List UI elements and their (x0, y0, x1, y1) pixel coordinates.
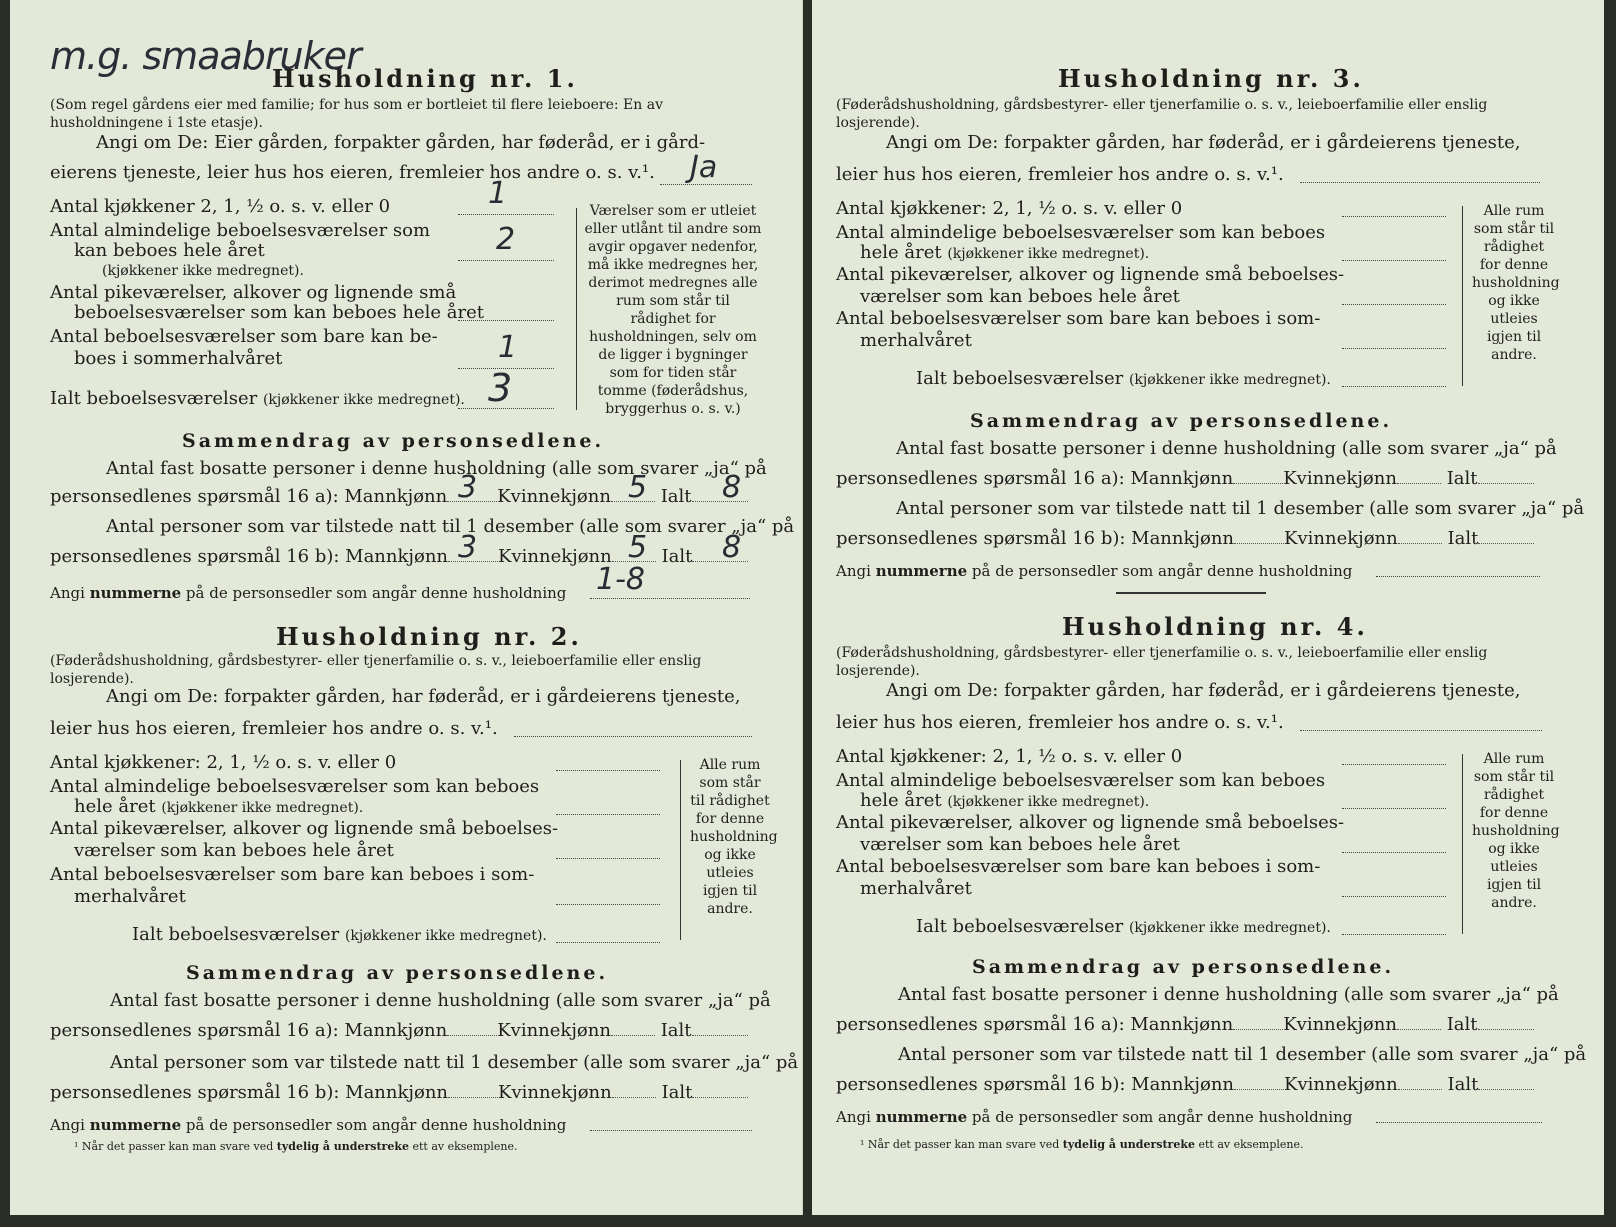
h3-kjokkener-field[interactable] (1342, 202, 1446, 217)
h4-ialt-label (916, 916, 1331, 938)
h2-sommer-label2: merhalvåret (74, 886, 186, 907)
h3-alm-main: hele året (860, 242, 942, 263)
h3-alm-label1: Antal almindelige beboelsesværelser som kan beboes (836, 222, 1326, 243)
h4-natt-k-field[interactable] (1398, 1089, 1442, 1090)
h3-sommer-field[interactable] (1342, 334, 1446, 349)
right-footnote-bold: tydelig å understreke (1062, 1138, 1195, 1151)
h2-angi-line2: leier hus hos eieren, fremleier hos andre o. s. v.¹. (50, 718, 498, 739)
h4-sommer-label2: merhalvåret (860, 878, 972, 899)
right-footnote-post: ett av eksemplene. (1198, 1138, 1304, 1151)
h2-sommer-label1: Antal beboelsesværelser som bare kan beboes i som- (50, 864, 535, 885)
h3-sommer-label1: Antal beboelsesværelser som bare kan beboes i som- (836, 308, 1321, 329)
h3-nummer-field[interactable] (1376, 562, 1540, 577)
h3-alm-label2 (860, 242, 1149, 264)
h4-brace (1462, 754, 1463, 934)
h4-natt-line2 (836, 1074, 1534, 1096)
h1-natt-label: personsedlenes spørsmål 16 b): Mannkjønn (50, 546, 449, 567)
h1-fast-label: personsedlenes spørsmål 16 a): Mannkjønn (50, 486, 448, 507)
h4-sommer-field[interactable] (1342, 882, 1446, 897)
h2-ialt-main: Ialt beboelsesværelser (132, 924, 340, 945)
h3-side-note: Alle rum som står til rådighet for denne husholdning og ikke utleies igjen til andre. (1472, 203, 1560, 363)
h1-fast-kvinne: Kvinnekjønn (497, 486, 611, 507)
h3-sommer-label2: merhalvåret (860, 330, 972, 351)
h2-nummer-bold: nummerne (89, 1116, 182, 1134)
h4-natt-m-field[interactable] (1234, 1089, 1284, 1090)
h3-natt-line1: Antal personer som var tilstede natt til 1 desember (alle som svarer „ja“ på (896, 498, 1585, 519)
h4-alm-field[interactable] (1342, 794, 1446, 809)
h2-side-note: Alle rum som står til rådighet for denne husholdning og ikke utleies igjen til andre. (690, 757, 778, 917)
h2-title: Husholdning nr. 2. (276, 622, 582, 651)
h2-ialt-field[interactable] (556, 928, 660, 943)
h4-nummer-field[interactable] (1376, 1108, 1542, 1123)
h1-alm-val: 2 (496, 222, 516, 257)
h1-pike-label1: Antal pikeværelser, alkover og lignende små (50, 282, 457, 303)
left-page (10, 0, 803, 1215)
h1-natt-i: 8 (722, 530, 742, 565)
right-footnote-pre: ¹ Når det passer kan man svare ved (860, 1138, 1060, 1151)
h1-nummer-bold: nummerne (89, 584, 182, 602)
h3-natt-ialt: Ialt (1447, 528, 1479, 549)
h2-angi-field[interactable] (514, 722, 752, 737)
h2-ialt-small: (kjøkkener ikke medregnet). (344, 928, 547, 944)
h2-natt-m-field[interactable] (448, 1097, 498, 1098)
h4-natt-label: personsedlenes spørsmål 16 b): Mannkjønn (836, 1074, 1235, 1095)
h4-angi-field[interactable] (1300, 716, 1542, 731)
h2-alm-small: (kjøkkener ikke medregnet). (161, 800, 364, 816)
h1-ialt-small: (kjøkkener ikke medregnet). (262, 392, 465, 408)
separator-rule (1116, 592, 1266, 594)
h3-angi-field[interactable] (1300, 168, 1540, 183)
h2-fast-k-field[interactable] (611, 1035, 655, 1036)
h4-alm-label2 (860, 790, 1149, 812)
right-footnote (860, 1138, 1304, 1151)
h2-nummer-line (50, 1116, 566, 1134)
h2-angi-line1: Angi om De: forpakter gården, har føderåd, er i gårdeierens tjeneste, (106, 686, 741, 707)
h1-fast-k: 5 (628, 470, 648, 505)
h3-natt-m-field[interactable] (1234, 543, 1284, 544)
h4-sommer-label1: Antal beboelsesværelser som bare kan beboes i som- (836, 856, 1321, 877)
h4-angi-line2: leier hus hos eieren, fremleier hos andre o. s. v.¹. (836, 712, 1284, 733)
h3-natt-k-field[interactable] (1398, 543, 1442, 544)
h1-kjokkener-label: Antal kjøkkener 2, 1, ½ o. s. v. eller 0 (50, 196, 391, 217)
h1-fast-ialt: Ialt (660, 486, 692, 507)
h4-title: Husholdning nr. 4. (1062, 612, 1368, 641)
h3-ialt-field[interactable] (1342, 372, 1446, 387)
h1-natt-k: 5 (628, 530, 648, 565)
h1-angi-line1: Angi om De: Eier gården, forpakter gården, har føderåd, er i gård- (96, 132, 706, 153)
h4-angi-line1: Angi om De: forpakter gården, har føderåd, er i gårdeierens tjeneste, (886, 680, 1521, 701)
h1-nummer-line (50, 584, 566, 602)
left-footnote-bold: tydelig å understreke (276, 1140, 409, 1153)
h4-sum-title: Sammendrag av personsedlene. (972, 956, 1395, 978)
h4-natt-kvinne: Kvinnekjønn (1284, 1074, 1398, 1095)
h4-natt-ialt: Ialt (1447, 1074, 1479, 1095)
h3-nummer-bold: nummerne (875, 562, 968, 580)
h3-ialt-small: (kjøkkener ikke medregnet). (1128, 372, 1331, 388)
h3-nummer-pre: Angi (836, 562, 871, 580)
h3-alm-field[interactable] (1342, 246, 1446, 261)
h1-nummer-pre: Angi (50, 584, 85, 602)
handwritten-note: m.g. smaabruker (50, 34, 361, 78)
h4-fast-line1: Antal fast bosatte personer i denne husholdning (alle som svarer „ja“ på (898, 984, 1559, 1005)
h2-fast-line2 (50, 1020, 748, 1042)
h4-fast-ialt: Ialt (1446, 1014, 1478, 1035)
h2-pike-field[interactable] (556, 844, 660, 859)
h3-kjokkener-label: Antal kjøkkener: 2, 1, ½ o. s. v. eller 0 (836, 198, 1183, 219)
h3-fast-line1: Antal fast bosatte personer i denne husholdning (alle som svarer „ja“ på (896, 438, 1557, 459)
h1-ialt-main: Ialt beboelsesværelser (50, 388, 258, 409)
h4-fast-line2 (836, 1014, 1534, 1036)
h1-note: (Som regel gårdens eier med familie; for hus som er bortleiet til flere leieboere: En av husholdningene i 1ste etasje). (50, 97, 663, 131)
h2-fast-label: personsedlenes spørsmål 16 a): Mannkjønn (50, 1020, 448, 1041)
h2-ialt-label (132, 924, 547, 946)
h1-alm-label2: kan beboes hele året (74, 240, 265, 261)
h2-pike-label2: værelser som kan beboes hele året (74, 840, 394, 861)
h3-pike-label1: Antal pikeværelser, alkover og lignende små beboelses- (836, 264, 1345, 285)
h1-sommer-label1: Antal beboelsesværelser som bare kan be- (50, 326, 438, 347)
h3-pike-label2: værelser som kan beboes hele året (860, 286, 1180, 307)
h3-sum-title: Sammendrag av personsedlene. (970, 410, 1393, 432)
h2-alm-main: hele året (74, 796, 156, 817)
h1-ialt-val: 3 (488, 366, 513, 410)
h1-sommer-val: 1 (498, 330, 518, 365)
h1-angi-answer: Ja (690, 150, 718, 185)
h4-pike-label1: Antal pikeværelser, alkover og lignende små beboelses- (836, 812, 1345, 833)
h2-natt-line2 (50, 1082, 748, 1104)
left-footnote (74, 1140, 518, 1153)
h1-angi-line2: eierens tjeneste, leier hus hos eieren, fremleier hos andre o. s. v.¹. (50, 162, 655, 183)
h3-angi-line1: Angi om De: forpakter gården, har føderåd, er i gårdeierens tjeneste, (886, 132, 1521, 153)
h4-nummer-bold: nummerne (875, 1108, 968, 1126)
h2-nummer-post: på de personsedler som angår denne husholdning (185, 1116, 567, 1134)
h3-note: (Føderådshusholdning, gårdsbestyrer- eller tjenerfamilie o. s. v., leieboerfamilie eller enslig losjerende). (836, 97, 1488, 131)
h1-fast-i: 8 (722, 470, 742, 505)
h3-fast-line2 (836, 468, 1534, 490)
h4-ialt-main: Ialt beboelsesværelser (916, 916, 1124, 937)
h4-natt-line1: Antal personer som var tilstede natt til 1 desember (alle som svarer „ja“ på (898, 1044, 1587, 1065)
h4-fast-m-field[interactable] (1233, 1029, 1283, 1030)
h2-sommer-field[interactable] (556, 890, 660, 905)
h2-natt-kvinne: Kvinnekjønn (498, 1082, 612, 1103)
h2-fast-ialt: Ialt (660, 1020, 692, 1041)
h1-kjokkener-val: 1 (488, 176, 508, 211)
h1-ialt-label (50, 388, 465, 410)
h4-kjokkener-field[interactable] (1342, 750, 1446, 765)
h1-natt-kvinne: Kvinnekjønn (498, 546, 612, 567)
h2-brace (680, 760, 681, 940)
h1-brace (576, 208, 577, 410)
h1-pike-label2: beboelsesværelser som kan beboes hele året (74, 302, 484, 323)
h2-nummer-field[interactable] (590, 1116, 752, 1131)
h3-ialt-label (916, 368, 1331, 390)
h4-nummer-pre: Angi (836, 1108, 871, 1126)
h2-pike-label1: Antal pikeværelser, alkover og lignende små beboelses- (50, 818, 559, 839)
h4-nummer-post: på de personsedler som angår denne husholdning (971, 1108, 1353, 1126)
h1-fast-line1: Antal fast bosatte personer i denne husholdning (alle som svarer „ja“ på (106, 458, 767, 479)
h3-alm-small: (kjøkkener ikke medregnet). (947, 246, 1150, 262)
h1-sum-title: Sammendrag av personsedlene. (182, 430, 605, 452)
h1-nummer-val: 1-8 (596, 562, 645, 597)
h1-fast-m: 3 (458, 470, 478, 505)
h2-nummer-pre: Angi (50, 1116, 85, 1134)
h1-nummer-post: på de personsedler som angår denne husholdning (185, 584, 567, 602)
h3-fast-label: personsedlenes spørsmål 16 a): Mannkjønn (836, 468, 1234, 489)
h2-fast-m-field[interactable] (447, 1035, 497, 1036)
h4-kjokkener-label: Antal kjøkkener: 2, 1, ½ o. s. v. eller 0 (836, 746, 1183, 767)
h2-natt-ialt: Ialt (661, 1082, 693, 1103)
h4-alm-main: hele året (860, 790, 942, 811)
h1-alm-label1: Antal almindelige beboelsesværelser som (50, 220, 431, 241)
h4-fast-k-field[interactable] (1397, 1029, 1441, 1030)
h1-natt-ialt: Ialt (661, 546, 693, 567)
h3-fast-m-field[interactable] (1233, 483, 1283, 484)
h4-note: (Føderådshusholdning, gårdsbestyrer- eller tjenerfamilie o. s. v., leieboerfamilie eller enslig losjerende). (836, 645, 1488, 679)
left-footnote-pre: ¹ Når det passer kan man svare ved (74, 1140, 274, 1153)
h4-fast-i-field[interactable] (1478, 1029, 1534, 1030)
h4-pike-label2: værelser som kan beboes hele året (860, 834, 1180, 855)
h4-fast-kvinne: Kvinnekjønn (1283, 1014, 1397, 1035)
h4-pike-field[interactable] (1342, 838, 1446, 853)
h3-natt-label: personsedlenes spørsmål 16 b): Mannkjønn (836, 528, 1235, 549)
h3-natt-kvinne: Kvinnekjønn (1284, 528, 1398, 549)
h1-natt-line1: Antal personer som var tilstede natt til 1 desember (alle som svarer „ja“ på (106, 516, 795, 537)
h3-nummer-line (836, 562, 1352, 580)
h4-ialt-small: (kjøkkener ikke medregnet). (1128, 920, 1331, 936)
h4-alm-label1: Antal almindelige beboelsesværelser som kan beboes (836, 770, 1326, 791)
h1-pike-field[interactable] (458, 306, 554, 321)
h2-alm-field[interactable] (556, 800, 660, 815)
h3-natt-line2 (836, 528, 1534, 550)
h2-alm-label2 (74, 796, 363, 818)
h2-natt-k-field[interactable] (612, 1097, 656, 1098)
h3-brace (1462, 206, 1463, 386)
left-footnote-post: ett av eksemplene. (412, 1140, 518, 1153)
h3-fast-i-field[interactable] (1478, 483, 1534, 484)
h1-natt-m: 3 (458, 530, 478, 565)
h4-natt-i-field[interactable] (1478, 1089, 1534, 1090)
h4-ialt-field[interactable] (1342, 920, 1446, 935)
h2-natt-line1: Antal personer som var tilstede natt til 1 desember (alle som svarer „ja“ på (110, 1052, 799, 1073)
h4-alm-small: (kjøkkener ikke medregnet). (947, 794, 1150, 810)
h2-kjokkener-field[interactable] (556, 756, 660, 771)
h1-alm-label3: (kjøkkener ikke medregnet). (102, 263, 304, 279)
h2-note: (Føderådshusholdning, gårdsbestyrer- eller tjenerfamilie o. s. v., leieboerfamilie eller enslig losjerende). (50, 653, 702, 687)
h2-kjokkener-label: Antal kjøkkener: 2, 1, ½ o. s. v. eller 0 (50, 752, 397, 773)
h3-natt-i-field[interactable] (1478, 543, 1534, 544)
h3-fast-ialt: Ialt (1446, 468, 1478, 489)
h4-side-note: Alle rum som står til rådighet for denne husholdning og ikke utleies igjen til andre. (1472, 751, 1560, 911)
h2-alm-label1: Antal almindelige beboelsesværelser som kan beboes (50, 776, 540, 797)
h1-sommer-label2: boes i sommerhalvåret (74, 348, 283, 369)
h4-fast-label: personsedlenes spørsmål 16 a): Mannkjønn (836, 1014, 1234, 1035)
h3-fast-kvinne: Kvinnekjønn (1283, 468, 1397, 489)
h1-side-note: Værelser som er utleiet eller utlånt til andre som avgir opgaver nedenfor, må ikke medregnes her, derimot medregnes alle rum som står til rådighet for husholdningen, selv om de ligger i bygninger som for tiden står tomme (føderådshus, bryggerhus o. s. v.) (584, 203, 762, 417)
h2-fast-line1: Antal fast bosatte personer i denne husholdning (alle som svarer „ja“ på (110, 990, 771, 1011)
h4-nummer-line (836, 1108, 1352, 1126)
h3-fast-k-field[interactable] (1397, 483, 1441, 484)
h3-nummer-post: på de personsedler som angår denne husholdning (971, 562, 1353, 580)
h1-title: Husholdning nr. 1. (272, 64, 578, 93)
h3-title: Husholdning nr. 3. (1058, 64, 1364, 93)
h2-natt-i-field[interactable] (692, 1097, 748, 1098)
h2-sum-title: Sammendrag av personsedlene. (186, 962, 609, 984)
h2-natt-label: personsedlenes spørsmål 16 b): Mannkjønn (50, 1082, 449, 1103)
h2-fast-kvinne: Kvinnekjønn (497, 1020, 611, 1041)
h3-pike-field[interactable] (1342, 290, 1446, 305)
right-page (812, 0, 1604, 1215)
h3-ialt-main: Ialt beboelsesværelser (916, 368, 1124, 389)
h3-angi-line2: leier hus hos eieren, fremleier hos andre o. s. v.¹. (836, 164, 1284, 185)
h2-fast-i-field[interactable] (692, 1035, 748, 1036)
